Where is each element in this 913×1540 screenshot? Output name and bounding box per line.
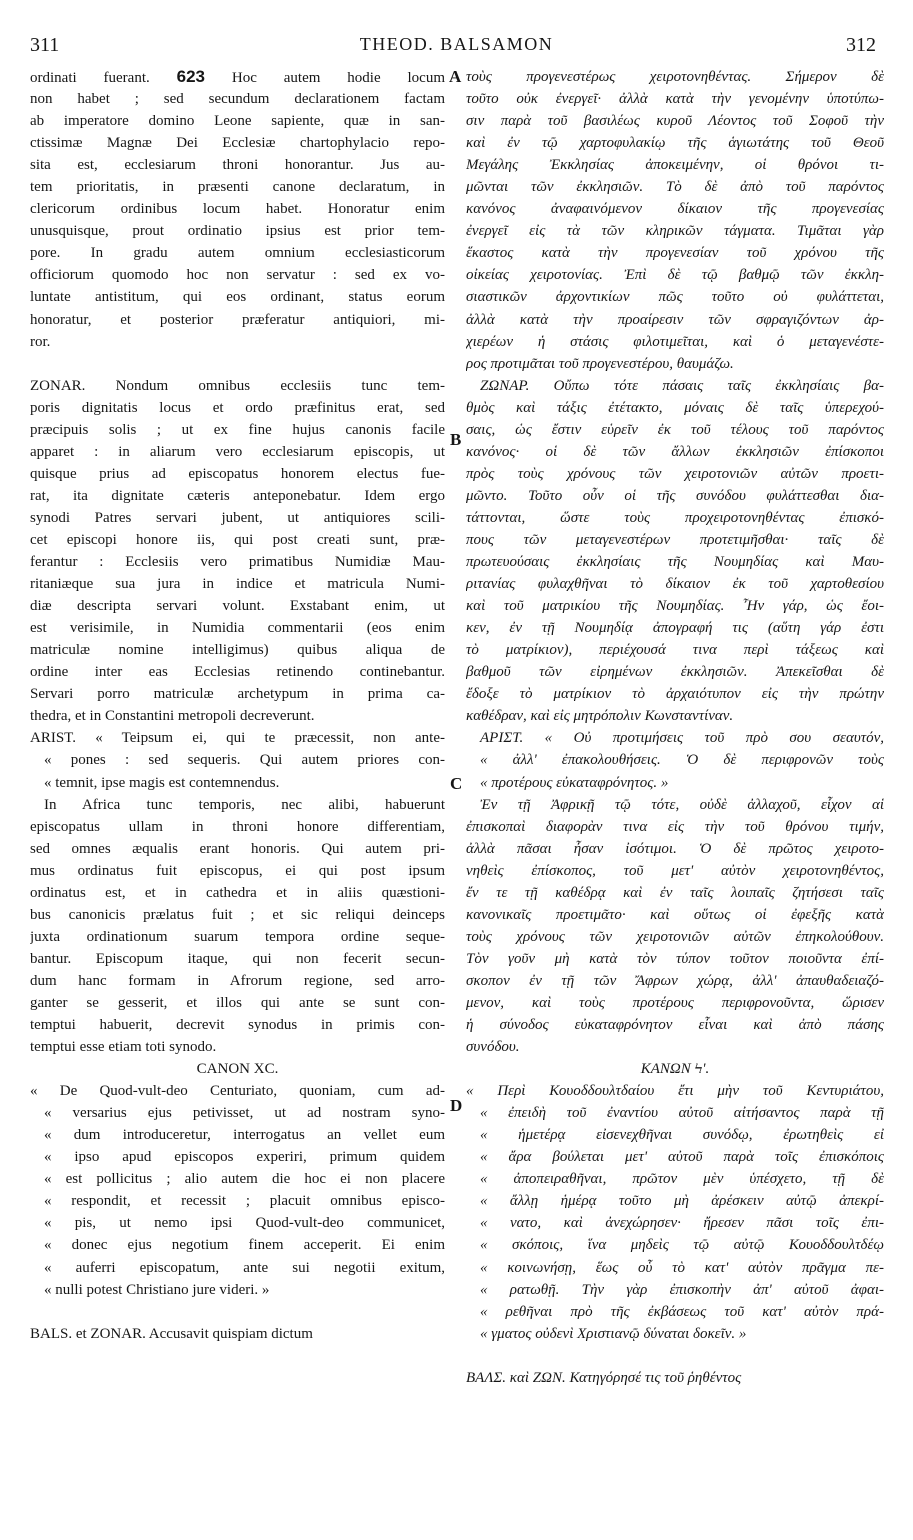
latin-text-line: non habet ; sed secundum declarationem factam xyxy=(30,91,445,108)
greek-text-line: σιν παρὰ τοῦ βασιλέως κυροῦ Λέοντος τοῦ Σοφοῦ τὴν xyxy=(466,113,884,130)
latin-text-line: mus ordinatus fuit episcopus, ei qui post ipsum xyxy=(30,862,445,879)
column-number: 623 xyxy=(176,67,206,86)
greek-text-line: καὶ τοῦ ματρικίου τῆς Νουμηδίας. Ἦν γάρ, ὡς ἔοι- xyxy=(466,598,884,615)
greek-text-line: ἀλλὰ κατὰ τὴν προαίρεσιν τῶν σφραγιζόντων ἀρ- xyxy=(466,311,884,328)
latin-text-line: sed omnes æqualis erant honoris. Qui autem pri- xyxy=(30,840,445,857)
greek-text-line: τάττονται, ὥστε τοὺς προχειροτονηθέντας ἐπισκό- xyxy=(466,509,884,526)
latin-text-line: quisque prius ad episcopatus honorem electus fue- xyxy=(30,465,445,482)
latin-text-line: unusquisque, prout ordinatio ipsius est prior tem- xyxy=(30,223,445,240)
latin-text-line: honoratur, et posterior præferatur antiquiori, mi- xyxy=(30,311,445,328)
greek-text-line: χιερέων ἡ στάσις φιλοτιμεῖται, καὶ ὁ μεταγενέστε- xyxy=(466,333,884,350)
latin-text-line: ctissimæ Magnæ Dei Ecclesiæ chartophylacio repo- xyxy=(30,135,445,152)
greek-text-line: ἀλλὰ πᾶσαι ἦσαν ἰσότιμοι. Ὁ δὲ πρῶτος χειροτο- xyxy=(466,840,884,857)
latin-text-line: « ipso apud episcopos experiri, primum quidem xyxy=(44,1149,445,1166)
paragraph-gap xyxy=(30,353,445,375)
greek-text-line: ρος προτιμᾶται τοῦ προγενεστέρου, θαυμάζω. xyxy=(466,355,734,372)
latin-text-line: ordinatus est, et in cathedra et in aliis quæstioni- xyxy=(30,884,445,901)
greek-text-line: κανόνος ἀναφαινόμενον δίκαιον τῆς προγενεσίας xyxy=(466,201,884,218)
latin-text-line: cet episcopi honore iis, qui post creati sunt, præ- xyxy=(30,531,445,548)
greek-text-line: Τὸν γοῦν μὴ κατὰ τὸν τύπον τοῦτον ποιοῦντα ἐπί- xyxy=(466,950,884,967)
greek-text-line: κεν, ἐν τῇ Νουμηδίᾳ ἀπογραφή τις (αὕτη γάρ ἐστι xyxy=(466,620,884,637)
margin-letter-c: C xyxy=(450,774,463,793)
latin-text-line: officiorum quomodo hoc non servatur : sed ex vo- xyxy=(30,267,445,284)
running-header xyxy=(0,34,913,62)
greek-text-line: πρὸς τοὺς χρόνους τῶν χειροτονιῶν αὐτῶν προετι- xyxy=(466,465,884,482)
running-title: THEOD. BALSAMON xyxy=(359,34,554,54)
greek-text-line: ἐπισκοπαὶ διαφορὰν τινα εἰς τὴν τοῦ θρόνου τιμήν, xyxy=(466,818,884,835)
greek-text-line: βαθμοῦ τῶν εἰρημένων ἐκκλησιῶν. Ἀπεκεῖσθαι δὲ xyxy=(466,664,884,681)
latin-text-line: « auferri episcopatum, ante sui negotii exitum, xyxy=(44,1259,445,1276)
greek-text-line: ριτανίας φυλαχθῆναι τὸ δίκαιον ἐκ τοῦ χαρτοθεσίου xyxy=(466,576,884,593)
margin-letter-a: A xyxy=(449,67,462,86)
latin-text-line: ab imperatore domino Leone sapiente, quæ in san- xyxy=(30,113,445,130)
greek-text-line: ἕκαστος κατὰ τὴν προγενεσίαν τοῦ χρόνου τῆς xyxy=(466,245,884,262)
latin-text-line: diæ descripta servari volunt. Exstabant enim, ut xyxy=(30,598,445,615)
margin-letter-d: D xyxy=(450,1096,463,1115)
latin-text-line: « versarius ejus petivisset, ut ad nostram syno- xyxy=(44,1105,445,1122)
greek-text-line: « σκόποις, ἵνα μηδεὶς τῷ αὐτῷ Κουοδδουλτδέῳ xyxy=(480,1237,884,1254)
greek-text-line: σαις, ὡς ἔστιν εὑρεῖν ἐκ τοῦ τέλους τοῦ παρόντος xyxy=(466,421,884,438)
greek-text-line: νηθεὶς ἐπίσκοπος, τοῦ μετ' αὐτὸν χειροτονηθέντος, xyxy=(466,862,884,879)
greek-text-line: Ἐν τῇ Ἀφρικῇ τῷ τότε, οὐδὲ ἀλλαχοῦ, εἶχον αἱ xyxy=(480,796,884,813)
greek-text-line: ΒΑΛΣ. καὶ ΖΩΝ. Κατηγόρησέ τις τοῦ ῥηθέντος xyxy=(466,1369,742,1386)
greek-text-line: σιαστικῶν ἀρχοντικίων πῶς τοῦτο οὐ φυλάττεται, xyxy=(466,289,884,306)
latin-text-line: episcopatus ullam in throni honore differentiam, xyxy=(30,818,445,835)
greek-text-heading: ΚΑΝΩΝ Ϟ'. xyxy=(640,1061,710,1078)
greek-text-line: « Περὶ Κουοδδουλτδαίου ἔτι μὴν τοῦ Κεντυριάτου, xyxy=(466,1083,884,1100)
latin-text-line: ferantur : Ecclesiis vero primatibus Numidiæ Mau- xyxy=(30,554,445,571)
latin-text-line: « De Quod-vult-deo Centuriato, quoniam, cum ad- xyxy=(30,1083,445,1100)
latin-text-line: matriculæ nomine intelligimus) quibus aliqua de xyxy=(30,642,445,659)
latin-column xyxy=(30,66,445,1345)
latin-text-line: præcipuis solis ; ut ex fine hujus canonis facile xyxy=(30,421,445,438)
greek-text-line: Μεγάλης Ἐκκλησίας ἀποκειμένην, οἱ θρόνοι τι- xyxy=(466,157,884,174)
greek-text-line: θμὸς καὶ τάξις ἐτέτακτο, μόναις δὲ ταῖς ὑπερεχού- xyxy=(466,399,884,416)
latin-text-line: temptui esse etiam toti synodo. xyxy=(30,1039,217,1056)
greek-text-line: « νατο, καὶ ἀνεχώρησεν· ἤρεσεν πᾶσι τοῖς ἐπι- xyxy=(480,1215,884,1232)
greek-text-line: « προτέρους εὐκαταφρόνητος. » xyxy=(480,774,669,791)
greek-text-line: « ἀλλ' ἐπακολουθήσεις. Ὁ δὲ περιφρονῶν τοὺς xyxy=(480,752,884,769)
latin-text-line: « pones : sed sequeris. Qui autem priores con- xyxy=(44,752,445,769)
greek-text-line: ἔν τε τῇ καθέδρᾳ καὶ ἐν ταῖς λοιπαῖς ζητήσεσι ταῖς xyxy=(466,884,884,901)
latin-text-line: ganter se gesserit, et illos qui ante se sunt con- xyxy=(30,994,445,1011)
latin-text-line: ordine inter eas Ecclesias retinendo continebantur. xyxy=(30,664,445,681)
greek-text-line: « ἄλλῃ ἡμέρᾳ τοῦτο μὴ ἀρέσκειν αὐτῷ ἀπεκρί- xyxy=(480,1193,884,1210)
greek-text-line: « ἡμετέρᾳ εἰσενεχθῆναι συνόδῳ, ἐρωτηθεὶς εἰ xyxy=(480,1127,884,1144)
latin-text-line: temptui habuerit, decrevit synodus in primis con- xyxy=(30,1017,445,1034)
greek-text-line: πρωτευούσαις ἐκκλησίαις τῆς Νουμηδίας καὶ Μαυ- xyxy=(466,554,884,571)
latin-text-line: « temnit, ipse magis est contemnendus. xyxy=(44,774,280,791)
latin-text-line: « dum introduceretur, interrogatus an vellet eum xyxy=(44,1127,445,1144)
latin-text-line: bus canonicis prælatus fuit ; et sic reliqui deinceps xyxy=(30,906,445,923)
latin-text-line: « est pollicitus ; alio autem die hoc ei non placere xyxy=(44,1171,445,1188)
greek-text-line: κανονικαῖς προετιμᾶτο· καὶ οὕτως οἱ ἐφεξῆς κατὰ xyxy=(466,906,884,923)
latin-text-line: « nulli potest Christiano jure videri. » xyxy=(44,1281,270,1298)
greek-text-line: τοὺς χρόνους τῶν χειροτονιῶν αὐτῶν ἐπηκολούθουν. xyxy=(466,928,884,945)
greek-text-line: πους τῶν μεταγενεστέρων προτετιμῆσθαι· ταῖς δὲ xyxy=(466,531,884,548)
latin-text-line: BALS. et ZONAR. Accusavit quispiam dictum xyxy=(30,1325,313,1342)
greek-text-line: ΑΡΙΣΤ. « Οὐ προτιμήσεις τοῦ πρὸ σου σεαυτόν, xyxy=(480,730,884,747)
latin-text-line: juxta ordinationum suarum tempora ordine seque- xyxy=(30,928,445,945)
latin-text-line: ror. xyxy=(30,333,51,350)
greek-text-line: οἰκείας χειροτονίας. Ἐπὶ δὲ τῷ βαθμῷ τῶν ἐκκλη- xyxy=(466,267,884,284)
latin-text-line: poris dignitatis locus et ordo præfinitus erat, sed xyxy=(30,399,445,416)
greek-text-line: ἔδοξε τὸ ματρίκιον τὸ ἀρχαιότυπον εἰς τὴν πρώτην xyxy=(466,686,884,703)
greek-column xyxy=(466,66,884,1389)
page-number-right: 312 xyxy=(846,34,876,56)
latin-text-line: dum hanc formam in Afrorum regione, sed arro- xyxy=(30,972,445,989)
greek-text-line: ἡ σύνοδος εὐκαταφρόνητον εἶναι καὶ ἀπὸ πάσης xyxy=(466,1017,884,1034)
greek-text-line: τοῦτο οὐκ ἐνεργεῖ· ἀλλὰ κατὰ τὴν γενομένην ὑποτύπω- xyxy=(466,91,884,108)
latin-text-line: synodi Patres servari jubent, ut antiquiores scili- xyxy=(30,509,445,526)
latin-text-line: « respondit, et recessit ; placuit omnibus episco- xyxy=(44,1193,445,1210)
latin-text-line: ZONAR. Nondum omnibus ecclesiis tunc tem- xyxy=(30,377,445,394)
greek-text-line: μῶνται τῶν ἐκκλησιῶν. Τὸ δὲ ἀπὸ τοῦ παρόντος xyxy=(466,179,884,196)
latin-text-line: clericorum ordinibus locum habet. Honoratur enim xyxy=(30,201,445,218)
greek-text-line: « ἄρα βούλεται μετ' αὐτοῦ παρὰ τοῖς ἐπισκόποις xyxy=(480,1149,884,1166)
latin-text-line: pore. In gradu autem omnium ecclesiasticorum xyxy=(30,245,445,262)
greek-text-line: καὶ ἐν τῷ χαρτοφυλακίῳ τῆς ἁγιωτάτης τοῦ Θεοῦ xyxy=(466,135,884,152)
greek-text-line: « ἀποπειραθῆναι, πρῶτον μὲν ὑπέσχετο, τῇ δὲ xyxy=(480,1171,884,1188)
paragraph-gap xyxy=(466,1345,884,1367)
greek-text-line: μῶντο. Τοῦτο οὖν οἱ τῆς συνόδου φυλάττεσθαι δια- xyxy=(466,487,884,504)
latin-text-line: ritaniæque sua jura in indice et matricula Numi- xyxy=(30,576,445,593)
greek-text-line: τὸ ματρίκιον), περιέχουσά τινα περὶ τάξεως καὶ xyxy=(466,642,884,659)
greek-text-line: « ἐπειδὴ τοῦ ἐναντίου αὐτοῦ αἰτήσαντος παρὰ τῇ xyxy=(480,1105,884,1122)
greek-text-line: κανόνος· οἱ δὲ τῶν ἄλλων ἐκκλησιῶν ἐπίσκοποι xyxy=(466,443,884,460)
paragraph-gap xyxy=(30,1301,445,1323)
latin-text-heading: CANON XC. xyxy=(196,1061,279,1078)
latin-text-line: rat, ita dignitate cæteris anteponebatur. Idem ergo xyxy=(30,487,445,504)
margin-letter-b: B xyxy=(450,430,462,449)
greek-text-line: ἐνεργεῖ εἰς τὰ τῶν κληρικῶν τάγματα. Τιμᾶται γὰρ xyxy=(466,223,884,240)
greek-text-line: τοὺς προγενεστέρως χειροτονηθέντας. Σήμερον δὲ xyxy=(466,69,884,85)
greek-text-line: σκοπον ἐν τῇ τῶν Ἄφρων χώρᾳ, ἀλλ' ἀπαυθαδειαζό- xyxy=(466,972,884,989)
latin-text-line: bantur. Episcopum itaque, qui non fecerit secun- xyxy=(30,950,445,967)
greek-text-line: « γματος οὐδενὶ Χριστιανῷ δύναται δοκεῖν. » xyxy=(480,1325,747,1342)
latin-text-line: est verisimile, in Numidia commentarii (eos enim xyxy=(30,620,445,637)
latin-text-line: tem prioritatis, in præsenti canone declaratum, in xyxy=(30,179,445,196)
greek-text-line: « ρατωθῇ. Τὴν γὰρ ἐπισκοπὴν ἀπ' αὐτοῦ ἀφαι- xyxy=(480,1281,884,1298)
greek-text-line: μενον, καὶ τοὺς προτέρους περιφρονοῦντα, ὥρισεν xyxy=(466,994,884,1011)
latin-text-line: ordinati fuerant. 623 Hoc autem hodie locum xyxy=(30,67,445,86)
latin-text-line: In Africa tunc temporis, nec alibi, habuerunt xyxy=(44,796,445,813)
greek-text-line: « ρεθῆναι πρὸ τῆς ἐκβάσεως τοῦ κατ' αὐτὸν πρά- xyxy=(480,1303,884,1320)
latin-text-line: « pis, ut nemo ipsi Quod-vult-deo communicet, xyxy=(44,1215,445,1232)
latin-text-line: Servari porro matriculæ archetypum in prima ca- xyxy=(30,686,445,703)
greek-text-line: ΖΩΝΑΡ. Οὔπω τότε πάσαις ταῖς ἐκκλησίαις βα- xyxy=(480,377,884,394)
greek-text-line: « κοινωνήσῃ, ἕως οὗ τὸ κατ' αὐτὸν πρᾶγμα πε- xyxy=(480,1259,884,1276)
latin-text-line: « donec ejus negotium finem acceperit. Ei enim xyxy=(44,1237,445,1254)
latin-text-line: luntate antistitum, qui eos ordinant, status eorum xyxy=(30,289,445,306)
latin-text-line: sita est, ecclesiarum throni honorantur. Jus au- xyxy=(30,157,445,174)
latin-text-line: apparet : in aliarum vero ecclesiarum episcopis, ut xyxy=(30,443,445,460)
page-number-left: 311 xyxy=(30,34,60,56)
greek-text-line: συνόδου. xyxy=(466,1039,520,1056)
latin-text-line: ARIST. « Teipsum ei, qui te præcessit, non ante- xyxy=(30,730,445,747)
latin-text-line: thedra, et in Constantini metropoli decreverunt. xyxy=(30,708,315,725)
greek-text-line: καθέδραν, καὶ εἰς μητρόπολιν Κωνσταντίναν. xyxy=(466,708,734,725)
